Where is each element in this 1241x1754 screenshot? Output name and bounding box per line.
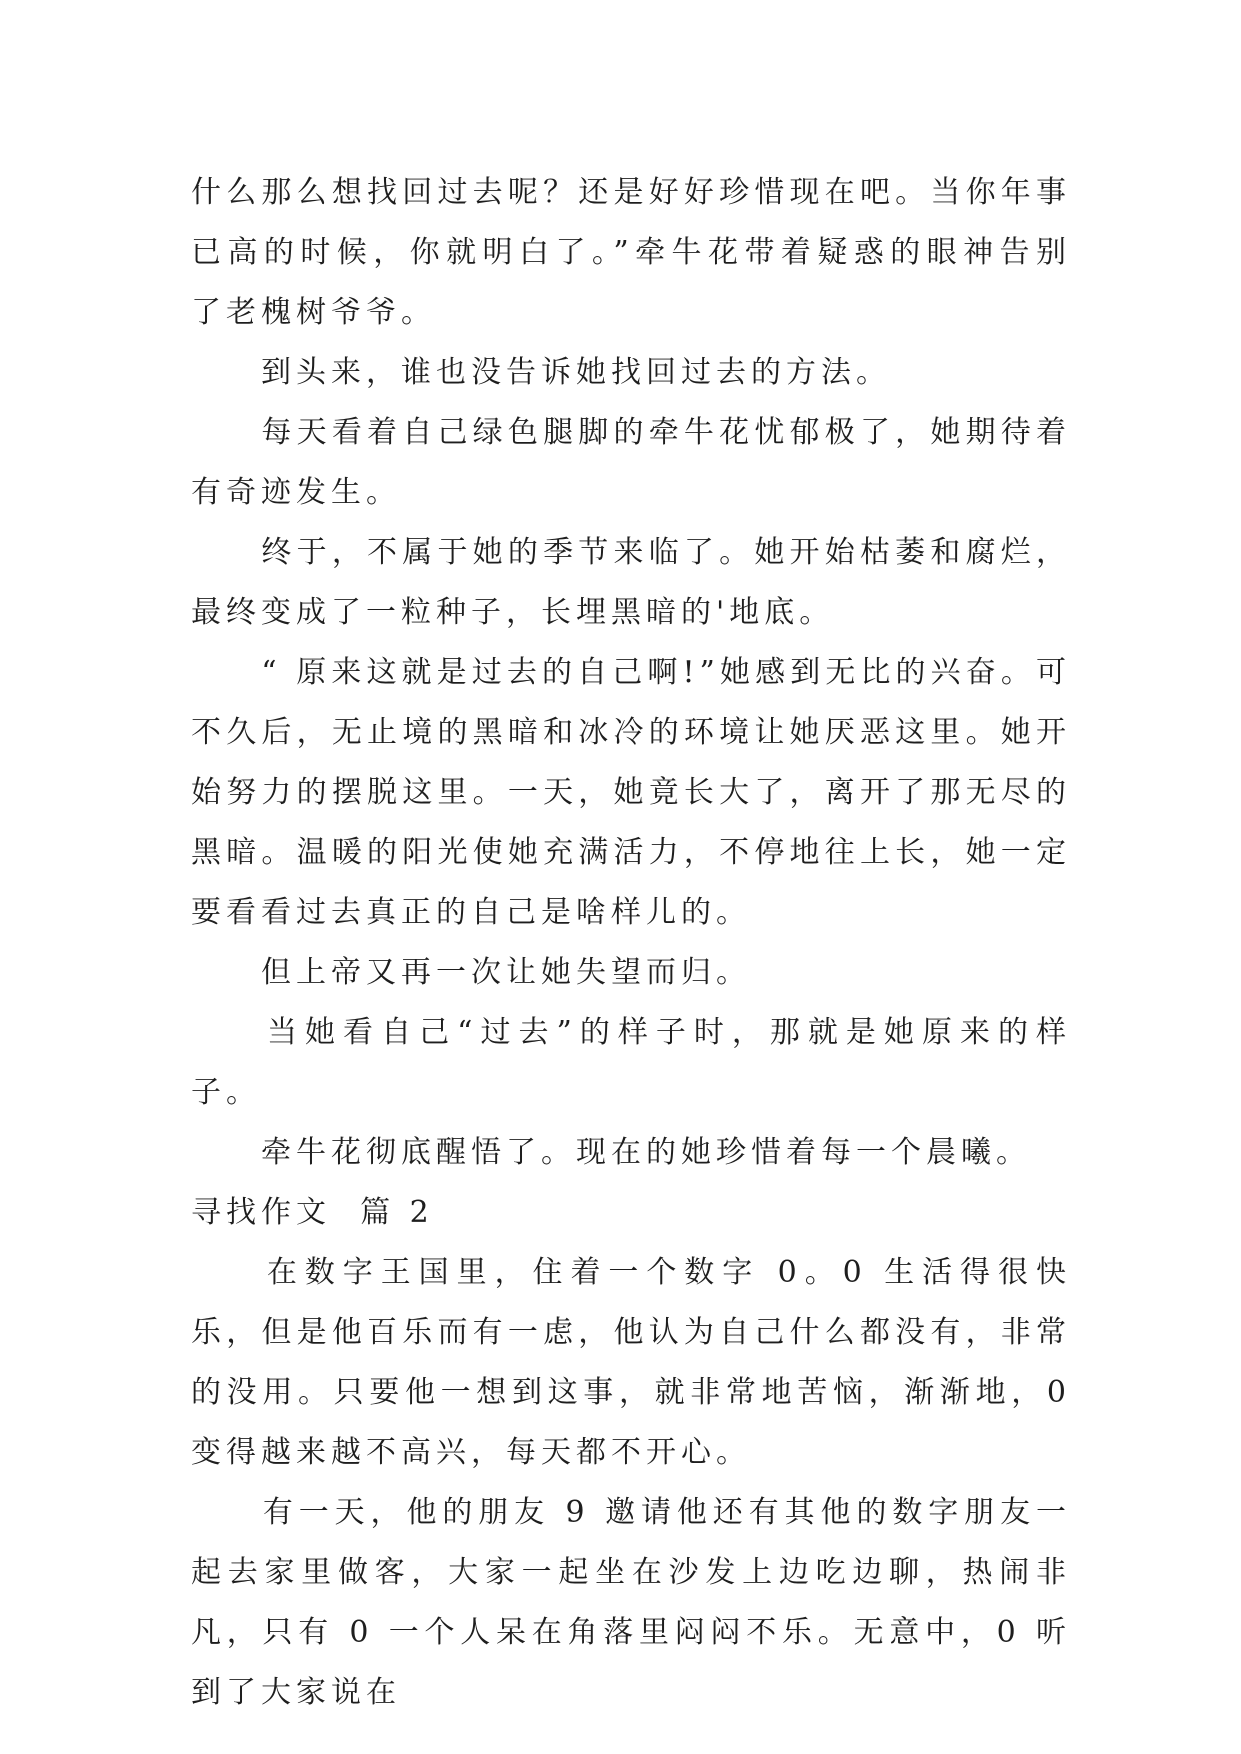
paragraph-6: 但上帝又再一次让她失望而归。 — [191, 955, 751, 990]
paragraph-7: 当她看自己“过去”的样子时，那就是她原来的样子。 — [191, 1015, 1071, 1110]
paragraph-8: 牵牛花彻底醒悟了。现在的她珍惜着每一个晨曦。 — [191, 1135, 1031, 1170]
paragraph-9: 在数字王国里，住着一个数字 0。0 生活得很快乐，但是他百乐而有一虑，他认为自己什么都没有，非常的没用。只要他一想到这事，就非常地苦恼，渐渐地，0 变得越来越不高兴，每天都不开心。 — [191, 1255, 1086, 1470]
paragraph-3: 每天看着自己绿色腿脚的牵牛花忧郁极了，她期待着有奇迹发生。 — [191, 415, 1071, 510]
paragraph-2: 到头来，谁也没告诉她找回过去的方法。 — [191, 355, 891, 390]
paragraph-4: 终于，不属于她的季节来临了。她开始枯萎和腐烂，最终变成了一粒种子，长埋黑暗的'地底。 — [191, 535, 1071, 630]
paragraph-1: 什么那么想找回过去呢？还是好好珍惜现在吧。当你年事已高的时候，你就明白了。”牵牛花带着疑惑的眼神告别了老槐树爷爷。 — [191, 175, 1071, 330]
section-heading: 寻找作文 篇 2 — [191, 1195, 434, 1230]
document-body — [191, 163, 1086, 1723]
paragraph-5: “ 原来这就是过去的自己啊!”她感到无比的兴奋。可不久后，无止境的黑暗和冰冷的环境让她厌恶这里。她开始努力的摆脱这里。一天，她竟长大了，离开了那无尽的黑暗。温暖的阳光使她充满活力，不停地往上长，她一定要看看过去真正的自己是啥样儿的。 — [191, 655, 1071, 930]
paragraph-10: 有一天，他的朋友 9 邀请他还有其他的数字朋友一起去家里做客，大家一起坐在沙发上边吃边聊，热闹非凡，只有 0 一个人呆在角落里闷闷不乐。无意中，0 听到了大家说在 — [191, 1495, 1071, 1710]
